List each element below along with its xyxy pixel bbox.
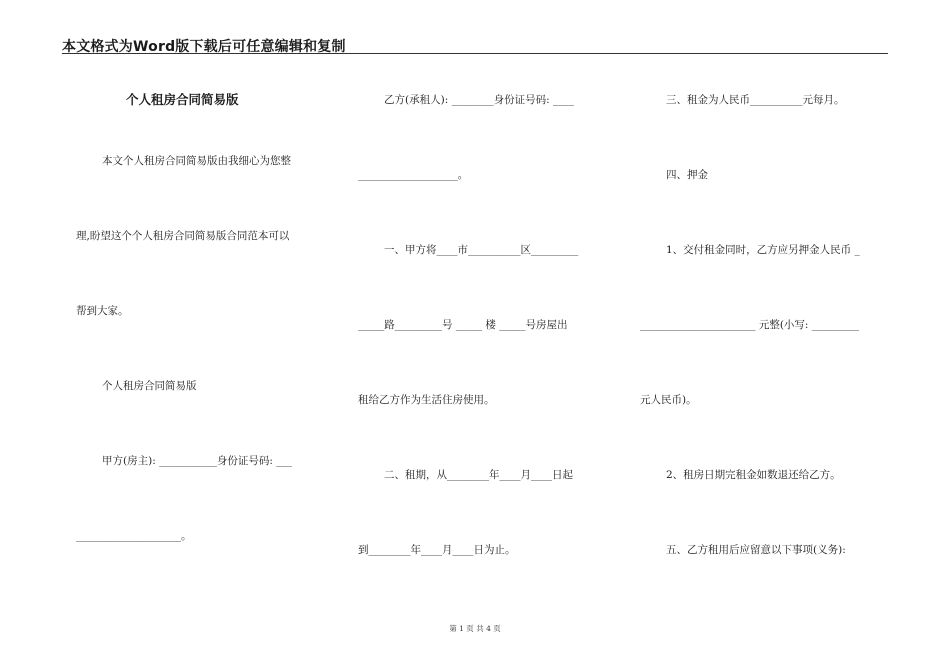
clause-4-item-1: 元人民币)。 — [640, 394, 697, 406]
clause-4-item-1: 1、交付租金同时，乙方应另押金人民币 _ — [666, 244, 860, 256]
clause-2-line: 二、租期，从________年____月____日起 — [384, 469, 573, 481]
clause-4-heading: 四、押金 — [666, 169, 708, 181]
clause-2-line: 到________年____月____日为止。 — [358, 544, 516, 556]
clause-4-item-2: 2、租房日期完租金如数退还给乙方。 — [666, 469, 841, 481]
clause-1-line: 租给乙方作为生活住房使用。 — [358, 394, 495, 406]
page-header: 本文格式为Word版下载后可任意编辑和复制 — [62, 39, 346, 55]
clause-3-line: 三、租金为人民币__________元每月。 — [666, 94, 845, 106]
paragraph-line: 本文个人租房合同简易版由我细心为您整 — [102, 155, 291, 167]
document-title: 个人租房合同简易版 — [126, 92, 239, 107]
clause-4-item-1: ______________________ 元整(小写: _________ — [640, 319, 860, 331]
clause-1-line: 一、甲方将____市__________区_________ — [384, 244, 579, 256]
column-2 — [358, 0, 608, 620]
party-b-line-continued: ___________________。 — [358, 169, 469, 181]
page-footer: 第 1 页 共 4 页 — [449, 624, 501, 633]
column-3 — [640, 0, 890, 620]
clause-1-line: _____路_________号 _____ 楼 _____号房屋出 — [358, 319, 568, 331]
paragraph-line: 理,盼望这个个人租房合同简易版合同范本可以 — [76, 230, 290, 242]
column-1 — [76, 0, 326, 620]
party-a-line: 甲方(房主): ___________身份证号码: ___ — [102, 455, 292, 467]
party-b-line: 乙方(承租人): ________身份证号码: ____ — [384, 94, 574, 106]
section-heading: 个人租房合同简易版 — [102, 380, 197, 392]
paragraph-line: 帮到大家。 — [76, 305, 129, 317]
clause-5-heading: 五、乙方租用后应留意以下事项(义务): — [666, 544, 846, 556]
party-a-line-continued: ____________________。 — [76, 530, 192, 542]
